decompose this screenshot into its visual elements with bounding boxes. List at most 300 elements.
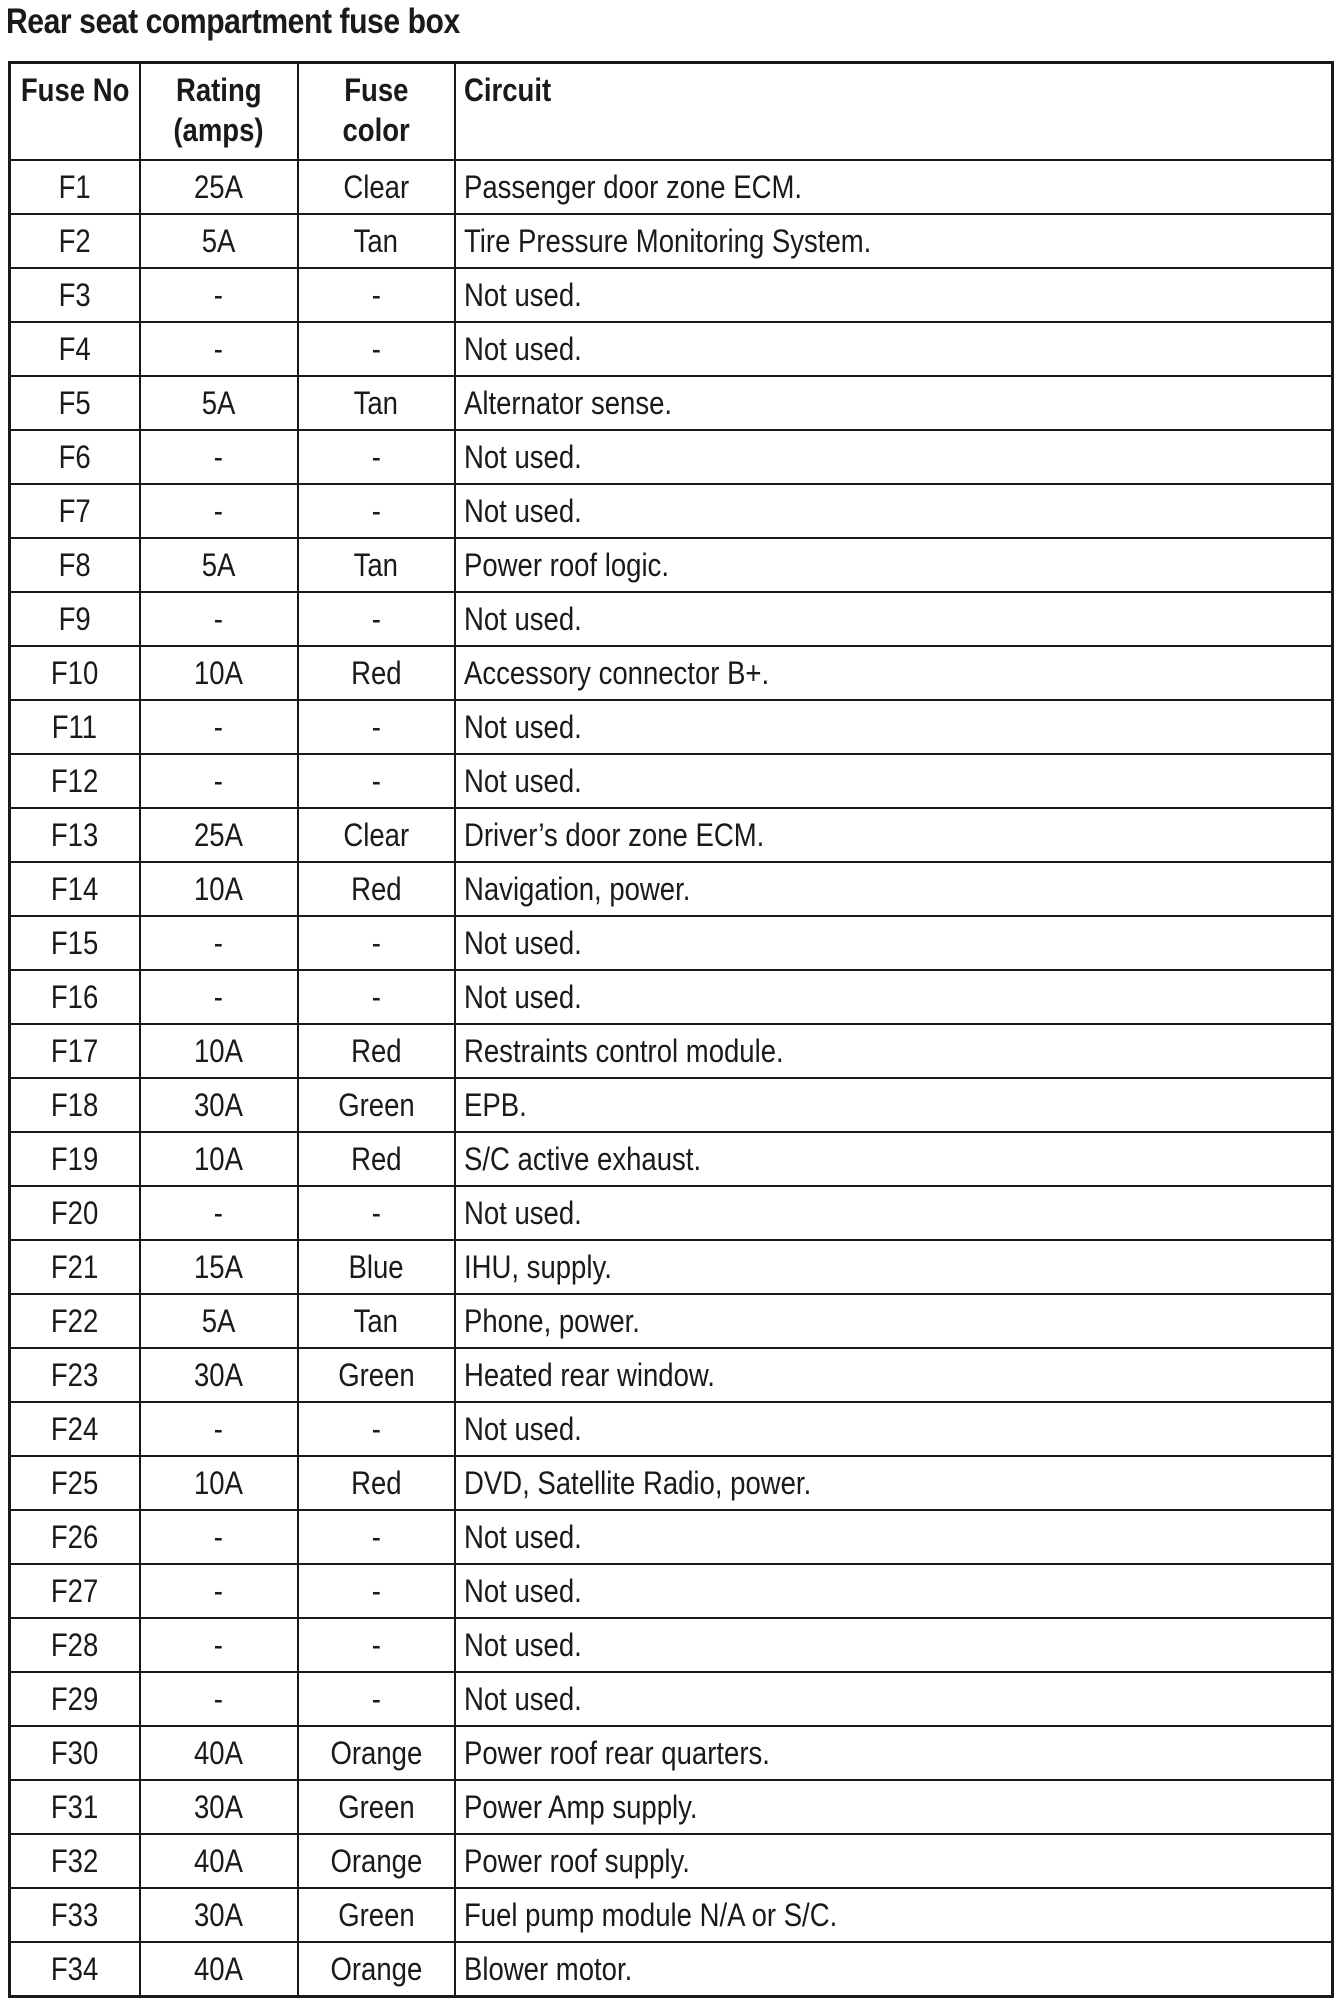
cell-circuit <box>455 1078 1333 1132</box>
cell-fuse-no <box>10 268 140 322</box>
cell-fuse-no-text: F1 <box>58 168 91 205</box>
table-row <box>10 1240 1333 1294</box>
table-row <box>10 1078 1333 1132</box>
cell-circuit <box>455 1402 1333 1456</box>
cell-fuse-no <box>10 484 140 538</box>
cell-rating <box>140 1834 298 1888</box>
cell-fuse-color <box>298 430 455 484</box>
cell-rating <box>140 1186 298 1240</box>
cell-circuit-text: Accessory connector B+. <box>463 654 769 691</box>
cell-fuse-color <box>298 1726 455 1780</box>
header-circuit-label: Circuit <box>463 72 551 108</box>
cell-circuit <box>455 268 1333 322</box>
header-circuit <box>455 63 1333 160</box>
cell-fuse-color <box>298 268 455 322</box>
cell-rating <box>140 1888 298 1942</box>
cell-rating <box>140 538 298 592</box>
cell-fuse-color-text: - <box>371 924 381 961</box>
cell-circuit-text: IHU, supply. <box>463 1248 612 1285</box>
cell-fuse-color-text: Blue <box>348 1248 404 1285</box>
cell-fuse-no-text: F18 <box>51 1086 99 1123</box>
cell-circuit <box>455 916 1333 970</box>
cell-circuit-text: Fuel pump module N/A or S/C. <box>463 1896 837 1933</box>
cell-fuse-color <box>298 1078 455 1132</box>
table-row <box>10 214 1333 268</box>
cell-rating-text: - <box>213 1194 224 1231</box>
cell-fuse-no-text: F15 <box>51 924 99 961</box>
cell-circuit-text: Navigation, power. <box>463 870 690 907</box>
cell-fuse-color <box>298 646 455 700</box>
cell-fuse-no <box>10 700 140 754</box>
cell-fuse-no <box>10 1834 140 1888</box>
cell-fuse-color-text: Tan <box>353 222 399 259</box>
cell-fuse-no <box>10 160 140 214</box>
cell-fuse-no-text: F14 <box>51 870 99 907</box>
cell-fuse-color <box>298 970 455 1024</box>
cell-rating <box>140 916 298 970</box>
cell-fuse-no <box>10 808 140 862</box>
table-row <box>10 1834 1333 1888</box>
cell-fuse-color-text: - <box>371 1410 381 1447</box>
cell-circuit-text: DVD, Satellite Radio, power. <box>463 1464 811 1501</box>
cell-fuse-color-text: - <box>371 492 381 529</box>
header-rating <box>140 63 298 160</box>
cell-rating-text: 40A <box>194 1950 243 1987</box>
cell-fuse-color-text: Orange <box>330 1734 422 1771</box>
cell-fuse-color-text: - <box>371 1680 381 1717</box>
cell-circuit <box>455 484 1333 538</box>
cell-circuit <box>455 646 1333 700</box>
cell-circuit-text: Not used. <box>463 708 582 745</box>
cell-fuse-no-text: F17 <box>51 1032 99 1069</box>
header-fuse-no-label: Fuse No <box>20 72 130 108</box>
table-row <box>10 1132 1333 1186</box>
cell-circuit-text: Not used. <box>463 276 582 313</box>
cell-circuit-text: Restraints control module. <box>463 1032 784 1069</box>
cell-circuit-text: Blower motor. <box>463 1950 632 1987</box>
cell-fuse-color <box>298 376 455 430</box>
cell-fuse-color-text: - <box>371 708 381 745</box>
cell-fuse-color <box>298 1348 455 1402</box>
cell-fuse-no <box>10 754 140 808</box>
cell-fuse-color <box>298 862 455 916</box>
cell-rating-text: 10A <box>194 1032 243 1069</box>
cell-fuse-color-text: Clear <box>343 816 409 853</box>
cell-fuse-color <box>298 322 455 376</box>
cell-fuse-color <box>298 592 455 646</box>
table-row <box>10 1186 1333 1240</box>
cell-circuit-text: Alternator sense. <box>463 384 672 421</box>
cell-rating <box>140 1618 298 1672</box>
cell-rating-text: 25A <box>194 168 243 205</box>
table-row <box>10 376 1333 430</box>
cell-circuit <box>455 754 1333 808</box>
cell-fuse-no <box>10 592 140 646</box>
table-row <box>10 1942 1333 1997</box>
table-row <box>10 1618 1333 1672</box>
cell-fuse-color-text: - <box>371 762 381 799</box>
cell-circuit-text: Not used. <box>463 1572 582 1609</box>
cell-circuit-text: Not used. <box>463 492 582 529</box>
cell-circuit-text: Tire Pressure Monitoring System. <box>463 222 871 259</box>
cell-rating <box>140 1240 298 1294</box>
cell-fuse-no-text: F30 <box>51 1734 99 1771</box>
cell-fuse-no <box>10 1942 140 1997</box>
cell-fuse-no <box>10 1510 140 1564</box>
cell-fuse-no-text: F26 <box>51 1518 99 1555</box>
cell-fuse-no-text: F20 <box>51 1194 99 1231</box>
cell-circuit <box>455 214 1333 268</box>
cell-circuit <box>455 430 1333 484</box>
cell-fuse-no-text: F5 <box>58 384 91 421</box>
cell-fuse-no <box>10 1294 140 1348</box>
cell-fuse-no <box>10 1186 140 1240</box>
cell-fuse-color <box>298 484 455 538</box>
cell-circuit <box>455 1294 1333 1348</box>
cell-rating <box>140 484 298 538</box>
cell-circuit-text: Heated rear window. <box>463 1356 715 1393</box>
cell-rating-text: 25A <box>194 816 243 853</box>
cell-fuse-color-text: Orange <box>330 1950 422 1987</box>
cell-rating <box>140 970 298 1024</box>
cell-fuse-color-text: Orange <box>330 1842 422 1879</box>
page-title: Rear seat compartment fuse box <box>6 2 460 41</box>
table-row <box>10 1780 1333 1834</box>
table-row <box>10 862 1333 916</box>
cell-fuse-no-text: F3 <box>58 276 91 313</box>
cell-rating-text: - <box>213 600 224 637</box>
cell-fuse-no <box>10 1726 140 1780</box>
table-row <box>10 538 1333 592</box>
cell-circuit <box>455 1942 1333 1997</box>
cell-circuit <box>455 1672 1333 1726</box>
table-row <box>10 1294 1333 1348</box>
cell-fuse-color-text: Red <box>350 870 402 907</box>
cell-fuse-no <box>10 1348 140 1402</box>
cell-rating <box>140 1564 298 1618</box>
cell-rating-text: - <box>213 708 224 745</box>
cell-fuse-color-text: - <box>371 1194 381 1231</box>
cell-fuse-no-text: F11 <box>52 708 98 745</box>
cell-fuse-no-text: F10 <box>51 654 99 691</box>
cell-fuse-color <box>298 1294 455 1348</box>
cell-circuit-text: Not used. <box>463 924 582 961</box>
cell-fuse-color <box>298 754 455 808</box>
table-row <box>10 916 1333 970</box>
cell-fuse-no-text: F9 <box>58 600 91 637</box>
cell-fuse-no <box>10 1024 140 1078</box>
table-body <box>10 160 1333 1997</box>
cell-rating <box>140 430 298 484</box>
cell-fuse-no <box>10 970 140 1024</box>
cell-fuse-no <box>10 1780 140 1834</box>
cell-fuse-no <box>10 1132 140 1186</box>
cell-fuse-color-text: Red <box>350 1032 402 1069</box>
cell-fuse-color <box>298 1186 455 1240</box>
cell-fuse-color <box>298 1834 455 1888</box>
cell-rating <box>140 808 298 862</box>
cell-fuse-color-text: Green <box>337 1356 415 1393</box>
table-row <box>10 970 1333 1024</box>
cell-rating-text: - <box>213 978 224 1015</box>
cell-circuit-text: Not used. <box>463 1680 582 1717</box>
cell-rating <box>140 322 298 376</box>
table-row <box>10 1564 1333 1618</box>
cell-fuse-color <box>298 1780 455 1834</box>
cell-rating-text: - <box>213 924 224 961</box>
cell-fuse-no-text: F28 <box>51 1626 99 1663</box>
cell-circuit <box>455 970 1333 1024</box>
cell-fuse-color-text: Red <box>350 1140 402 1177</box>
cell-fuse-color <box>298 808 455 862</box>
cell-circuit <box>455 160 1333 214</box>
cell-fuse-no-text: F29 <box>51 1680 99 1717</box>
header-color-label-2: color <box>342 112 410 148</box>
cell-fuse-no <box>10 916 140 970</box>
cell-fuse-no <box>10 1672 140 1726</box>
cell-fuse-no <box>10 1240 140 1294</box>
cell-fuse-no-text: F12 <box>51 762 99 799</box>
cell-rating <box>140 1348 298 1402</box>
cell-fuse-no <box>10 376 140 430</box>
cell-fuse-no <box>10 214 140 268</box>
cell-fuse-color <box>298 1672 455 1726</box>
cell-fuse-color <box>298 1024 455 1078</box>
header-row <box>10 63 1333 160</box>
cell-fuse-color-text: Green <box>337 1896 415 1933</box>
cell-fuse-color <box>298 1888 455 1942</box>
header-rating-label-2: (amps) <box>173 112 264 148</box>
cell-fuse-no-text: F33 <box>51 1896 99 1933</box>
cell-circuit <box>455 1240 1333 1294</box>
cell-circuit <box>455 1186 1333 1240</box>
cell-fuse-color <box>298 700 455 754</box>
cell-rating-text: - <box>213 1626 224 1663</box>
cell-circuit-text: Power Amp supply. <box>463 1788 698 1825</box>
cell-rating-text: 10A <box>194 654 243 691</box>
cell-fuse-color <box>298 214 455 268</box>
cell-rating-text: 10A <box>194 1464 243 1501</box>
cell-fuse-color-text: Clear <box>343 168 409 205</box>
cell-circuit <box>455 1780 1333 1834</box>
cell-rating-text: - <box>213 1410 224 1447</box>
table-row <box>10 268 1333 322</box>
cell-fuse-no-text: F23 <box>51 1356 99 1393</box>
fuse-table <box>8 61 1334 1998</box>
cell-rating-text: 30A <box>194 1356 243 1393</box>
cell-fuse-no <box>10 1564 140 1618</box>
cell-rating <box>140 1294 298 1348</box>
cell-rating-text: 5A <box>201 384 236 421</box>
cell-circuit <box>455 1564 1333 1618</box>
cell-rating-text: - <box>213 1680 224 1717</box>
cell-circuit <box>455 1024 1333 1078</box>
table-row <box>10 1888 1333 1942</box>
cell-fuse-color <box>298 1240 455 1294</box>
cell-fuse-color-text: - <box>371 600 381 637</box>
cell-rating-text: 30A <box>194 1788 243 1825</box>
cell-fuse-no-text: F4 <box>58 330 91 367</box>
cell-rating <box>140 1078 298 1132</box>
cell-fuse-color-text: Tan <box>353 1302 399 1339</box>
cell-fuse-color-text: Tan <box>353 384 399 421</box>
cell-fuse-color-text: - <box>371 1518 381 1555</box>
table-row <box>10 808 1333 862</box>
table-row <box>10 646 1333 700</box>
header-fuse-no <box>10 63 140 160</box>
cell-fuse-color <box>298 160 455 214</box>
table-row <box>10 430 1333 484</box>
cell-rating-text: - <box>213 762 224 799</box>
table-row <box>10 754 1333 808</box>
cell-fuse-color <box>298 1402 455 1456</box>
cell-circuit-text: Not used. <box>463 1194 582 1231</box>
cell-fuse-color-text: - <box>371 276 381 313</box>
cell-circuit <box>455 322 1333 376</box>
table-row <box>10 160 1333 214</box>
cell-rating <box>140 862 298 916</box>
cell-fuse-color-text: Red <box>350 654 402 691</box>
cell-rating <box>140 268 298 322</box>
cell-fuse-color-text: - <box>371 438 381 475</box>
cell-fuse-no-text: F24 <box>51 1410 99 1447</box>
cell-circuit-text: Not used. <box>463 1410 582 1447</box>
cell-circuit <box>455 376 1333 430</box>
cell-fuse-color-text: - <box>371 978 381 1015</box>
table-row <box>10 1348 1333 1402</box>
cell-rating-text: - <box>213 276 224 313</box>
cell-rating-text: 5A <box>201 1302 236 1339</box>
cell-circuit-text: Not used. <box>463 600 582 637</box>
table-row <box>10 1402 1333 1456</box>
cell-rating-text: 40A <box>194 1734 243 1771</box>
cell-circuit-text: Passenger door zone ECM. <box>463 168 802 205</box>
cell-rating <box>140 1024 298 1078</box>
cell-fuse-no-text: F16 <box>51 978 99 1015</box>
cell-fuse-no-text: F22 <box>51 1302 99 1339</box>
cell-circuit <box>455 1348 1333 1402</box>
cell-fuse-no <box>10 1078 140 1132</box>
cell-rating-text: 30A <box>194 1896 243 1933</box>
cell-circuit-text: Not used. <box>463 978 582 1015</box>
table-row <box>10 1510 1333 1564</box>
table-row <box>10 322 1333 376</box>
cell-circuit <box>455 1510 1333 1564</box>
cell-fuse-color <box>298 1564 455 1618</box>
cell-fuse-no-text: F32 <box>51 1842 99 1879</box>
cell-circuit-text: Phone, power. <box>463 1302 640 1339</box>
cell-fuse-no <box>10 862 140 916</box>
cell-rating <box>140 1942 298 1997</box>
cell-circuit <box>455 700 1333 754</box>
cell-rating <box>140 214 298 268</box>
cell-fuse-color <box>298 916 455 970</box>
table-row <box>10 1672 1333 1726</box>
cell-circuit <box>455 1132 1333 1186</box>
cell-circuit-text: Not used. <box>463 330 582 367</box>
cell-circuit-text: EPB. <box>463 1086 527 1123</box>
cell-circuit <box>455 1888 1333 1942</box>
header-color-label-1: Fuse <box>343 72 409 108</box>
table-row <box>10 484 1333 538</box>
cell-fuse-no <box>10 646 140 700</box>
cell-rating-text: - <box>213 1572 224 1609</box>
cell-rating <box>140 1510 298 1564</box>
cell-rating-text: 10A <box>194 870 243 907</box>
cell-fuse-color <box>298 1456 455 1510</box>
cell-circuit <box>455 1834 1333 1888</box>
cell-rating-text: 5A <box>201 546 236 583</box>
cell-rating <box>140 376 298 430</box>
cell-fuse-no-text: F21 <box>51 1248 99 1285</box>
cell-rating <box>140 646 298 700</box>
cell-fuse-color-text: Green <box>337 1086 415 1123</box>
cell-fuse-no-text: F13 <box>51 816 99 853</box>
cell-fuse-color <box>298 1510 455 1564</box>
cell-rating <box>140 1726 298 1780</box>
cell-fuse-no-text: F7 <box>58 492 91 529</box>
cell-rating <box>140 754 298 808</box>
cell-circuit <box>455 862 1333 916</box>
table-row <box>10 592 1333 646</box>
cell-circuit-text: Power roof logic. <box>463 546 669 583</box>
header-rating-label-1: Rating <box>175 72 262 108</box>
cell-rating-text: 15A <box>194 1248 243 1285</box>
cell-rating-text: - <box>213 438 224 475</box>
cell-circuit <box>455 1456 1333 1510</box>
cell-fuse-no <box>10 538 140 592</box>
cell-fuse-no-text: F6 <box>58 438 91 475</box>
cell-rating-text: 30A <box>194 1086 243 1123</box>
cell-fuse-no-text: F27 <box>51 1572 99 1609</box>
cell-fuse-color-text: Red <box>350 1464 402 1501</box>
cell-rating-text: 10A <box>194 1140 243 1177</box>
cell-circuit-text: Driver’s door zone ECM. <box>463 816 764 853</box>
cell-circuit <box>455 538 1333 592</box>
cell-circuit <box>455 1726 1333 1780</box>
cell-rating <box>140 1456 298 1510</box>
cell-fuse-color-text: - <box>371 1626 381 1663</box>
cell-fuse-no <box>10 1888 140 1942</box>
cell-fuse-no-text: F25 <box>51 1464 99 1501</box>
cell-fuse-color <box>298 1132 455 1186</box>
cell-rating <box>140 1132 298 1186</box>
cell-fuse-no-text: F19 <box>51 1140 99 1177</box>
table-header <box>10 63 1333 160</box>
cell-circuit-text: Not used. <box>463 438 582 475</box>
cell-rating-text: 5A <box>201 222 236 259</box>
cell-fuse-no-text: F8 <box>58 546 91 583</box>
table-row <box>10 700 1333 754</box>
cell-circuit-text: Not used. <box>463 762 582 799</box>
cell-circuit-text: Not used. <box>463 1518 582 1555</box>
cell-fuse-color-text: Tan <box>353 546 399 583</box>
cell-circuit <box>455 1618 1333 1672</box>
table-row <box>10 1024 1333 1078</box>
cell-circuit <box>455 808 1333 862</box>
cell-fuse-no <box>10 1618 140 1672</box>
table-row <box>10 1456 1333 1510</box>
cell-rating <box>140 592 298 646</box>
cell-rating-text: 40A <box>194 1842 243 1879</box>
cell-fuse-color-text: - <box>371 330 381 367</box>
cell-circuit-text: Not used. <box>463 1626 582 1663</box>
cell-circuit <box>455 592 1333 646</box>
cell-fuse-no <box>10 430 140 484</box>
cell-fuse-no <box>10 322 140 376</box>
cell-fuse-color-text: Green <box>337 1788 415 1825</box>
cell-fuse-no-text: F31 <box>51 1788 99 1825</box>
